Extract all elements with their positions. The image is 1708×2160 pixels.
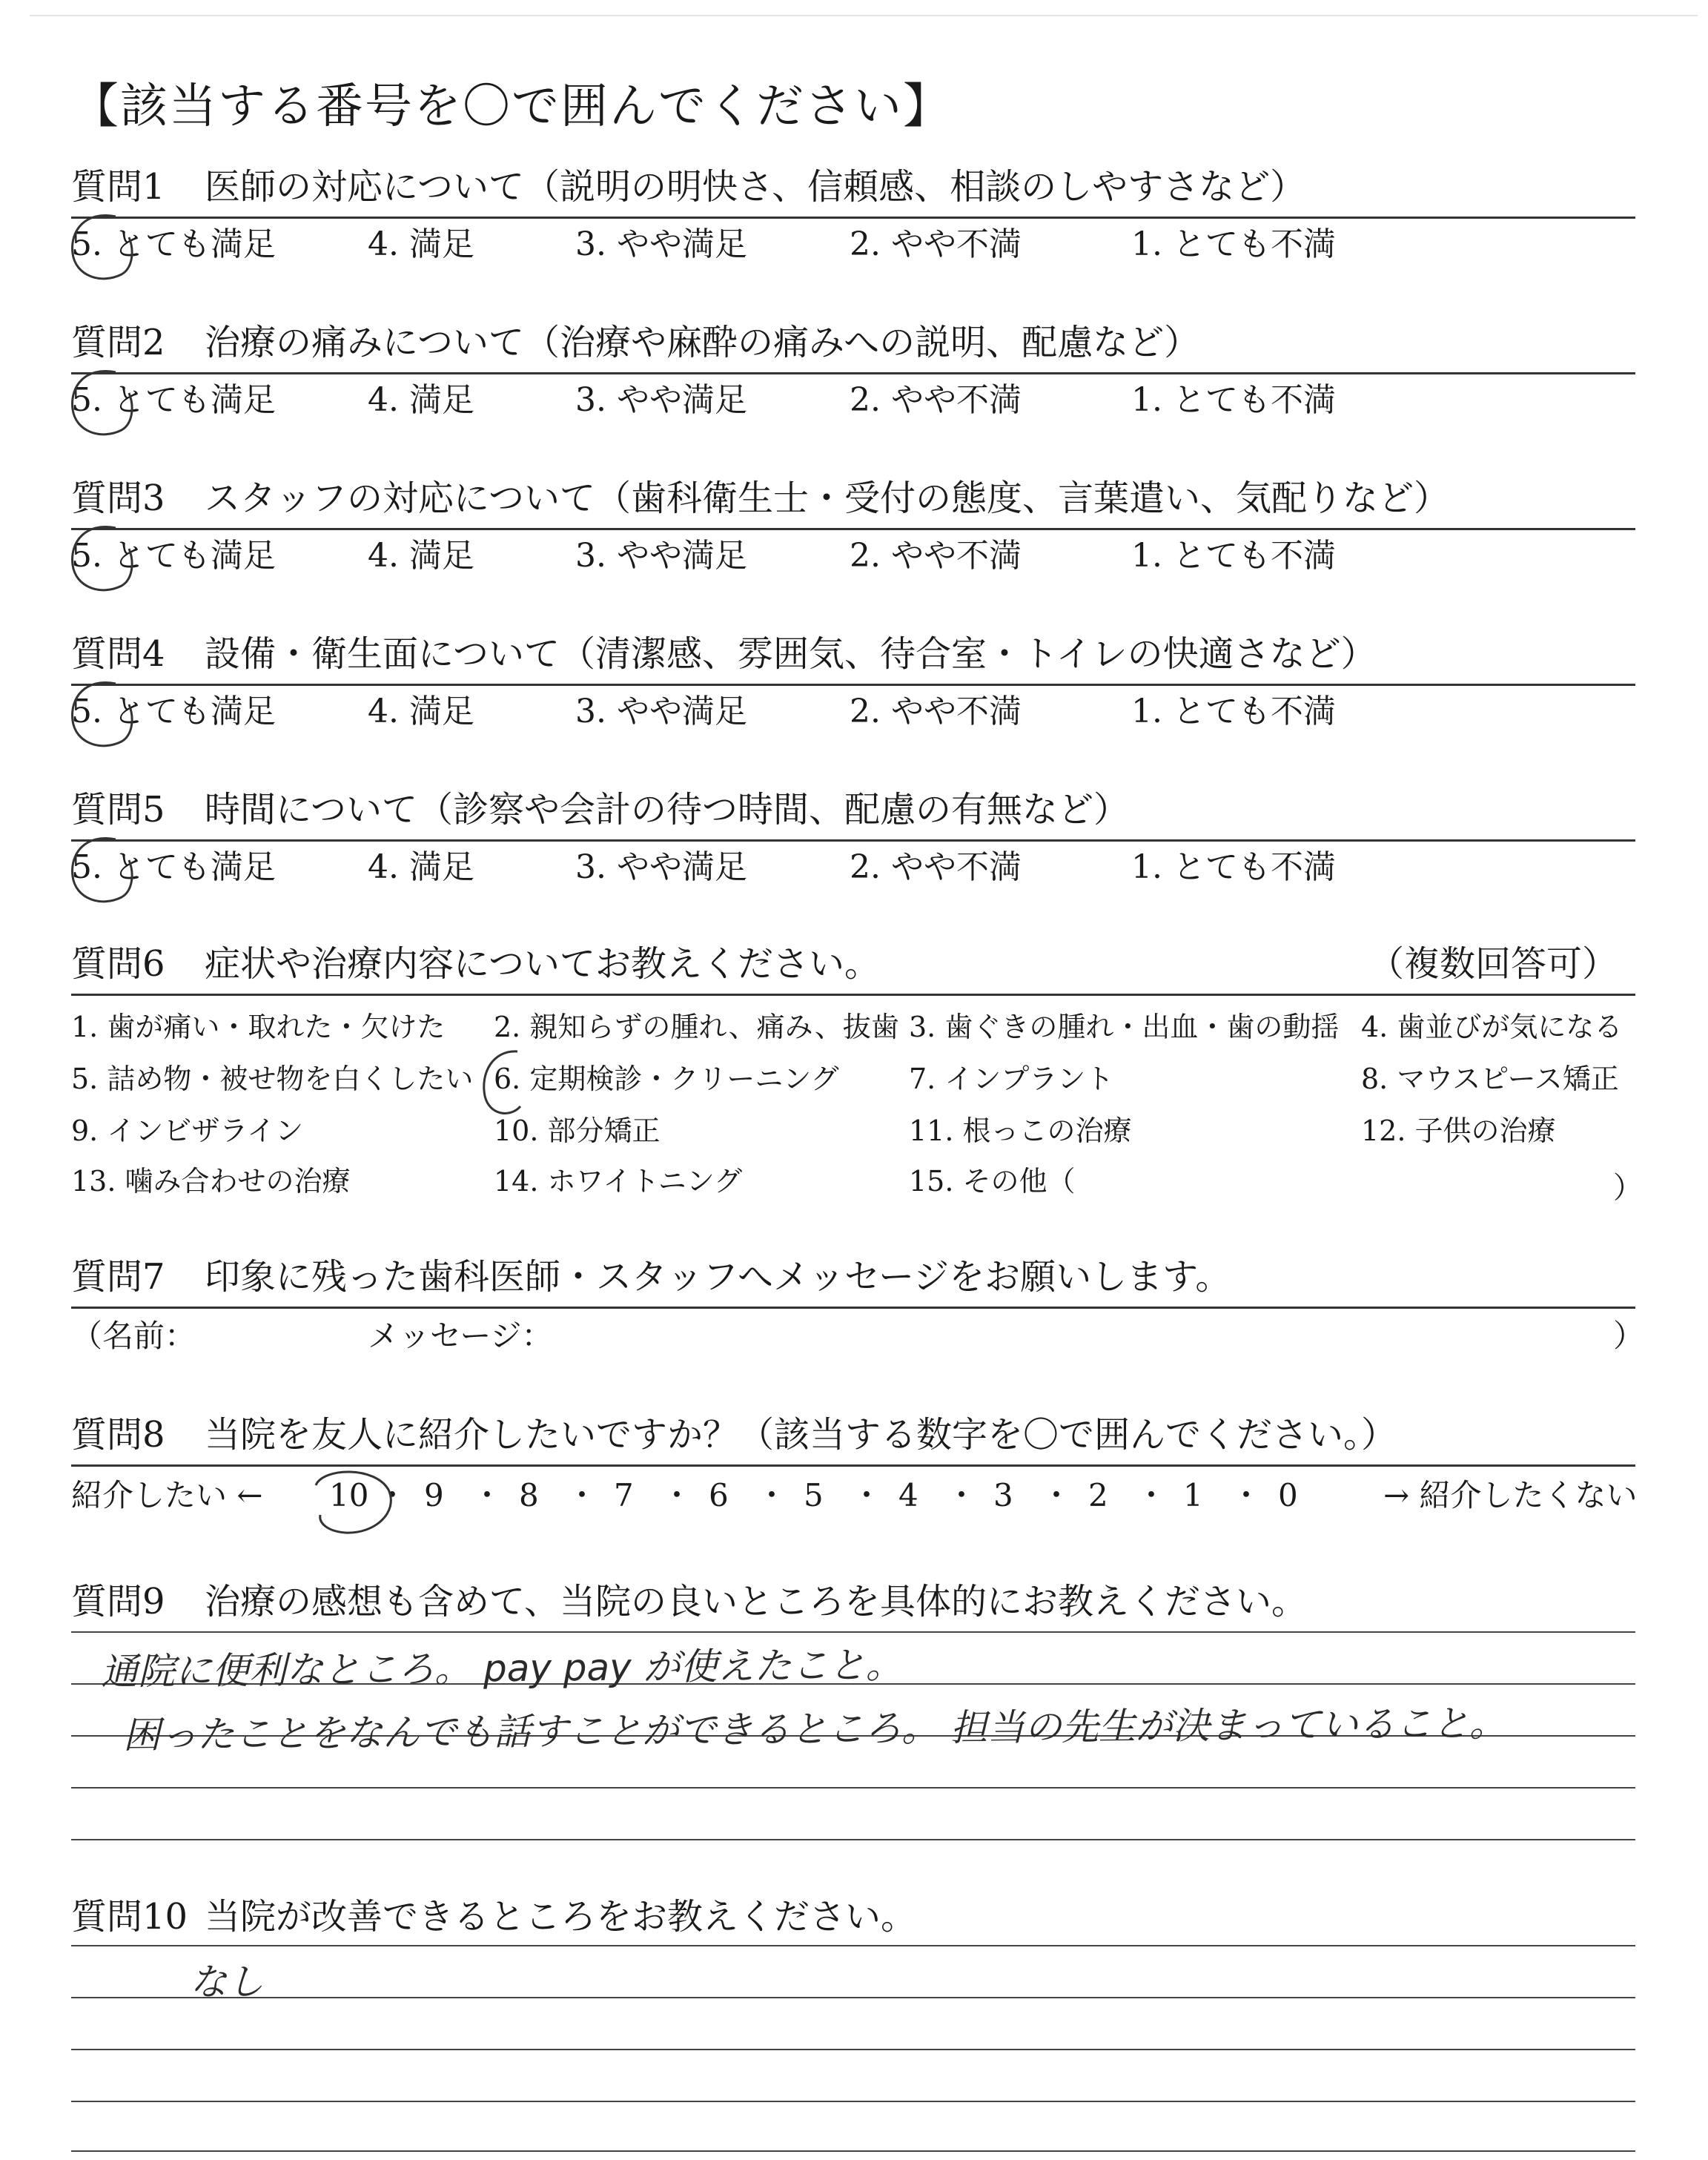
scale-value-10[interactable]: 10 bbox=[329, 1477, 369, 1513]
rating-option-1[interactable]: 1. とても不満 bbox=[1131, 848, 1336, 886]
question-text: 治療の痛みについて（治療や麻酔の痛みへの説明、配慮など） bbox=[205, 322, 1200, 363]
rating-option-5[interactable]: 5. とても満足 bbox=[71, 848, 276, 886]
rating-option-1[interactable]: 1. とても不満 bbox=[1131, 381, 1336, 419]
question-rule bbox=[71, 684, 1635, 686]
rating-options bbox=[71, 224, 1635, 268]
rating-option-3[interactable]: 3. やや満足 bbox=[575, 225, 747, 263]
scale-value-9[interactable]: 9 bbox=[424, 1477, 444, 1513]
question-text: 症状や治療内容についてお教えください。 bbox=[205, 943, 881, 985]
question-rule bbox=[71, 217, 1635, 219]
rating-option-1[interactable]: 1. とても不満 bbox=[1131, 537, 1336, 575]
question-number: 質問10 bbox=[71, 1896, 188, 1938]
rating-option-2[interactable]: 2. やや不満 bbox=[850, 693, 1022, 730]
scale-separator: ・ bbox=[1231, 1477, 1262, 1513]
question-number: 質問8 bbox=[71, 1414, 165, 1456]
name-label: （名前： bbox=[71, 1318, 196, 1354]
symptom-option-15[interactable]: 15. その他（ bbox=[909, 1165, 1076, 1198]
rating-options bbox=[71, 535, 1635, 580]
rating-option-3[interactable]: 3. やや満足 bbox=[575, 693, 747, 730]
scale-right-label: → 紹介したくない bbox=[1383, 1477, 1638, 1513]
question-text: 当院を友人に紹介したいですか？（該当する数字を〇で囲んでください。） bbox=[205, 1414, 1397, 1456]
symptom-option-4[interactable]: 4. 歯並びが気になる bbox=[1361, 1011, 1623, 1043]
symptom-option-6[interactable]: 6. 定期検診・クリーニング bbox=[494, 1063, 839, 1095]
answer-line bbox=[71, 1945, 1635, 1946]
question-rule bbox=[71, 372, 1635, 374]
handwritten-answer-line: 通院に便利なところ。 pay pay が使えたこと。 bbox=[100, 1643, 903, 1694]
rating-option-1[interactable]: 1. とても不満 bbox=[1131, 693, 1336, 730]
scale-value-2[interactable]: 2 bbox=[1088, 1477, 1108, 1513]
answer-line bbox=[71, 2049, 1635, 2050]
scale-separator: ・ bbox=[946, 1477, 978, 1513]
scale-value-0[interactable]: 0 bbox=[1278, 1477, 1298, 1513]
recommend-scale bbox=[71, 1473, 1638, 1518]
question-number: 質問5 bbox=[71, 789, 165, 830]
answer-line bbox=[71, 2150, 1635, 2152]
question-number: 質問2 bbox=[71, 322, 165, 363]
answer-line bbox=[71, 1839, 1635, 1840]
message-label: メッセージ： bbox=[368, 1318, 553, 1354]
rating-option-4[interactable]: 4. 満足 bbox=[368, 693, 474, 730]
rating-option-5[interactable]: 5. とても満足 bbox=[71, 225, 276, 263]
rating-option-2[interactable]: 2. やや不満 bbox=[850, 537, 1022, 575]
answer-line bbox=[71, 1631, 1635, 1633]
rating-option-2[interactable]: 2. やや不満 bbox=[850, 225, 1022, 263]
answer-line bbox=[71, 2101, 1635, 2102]
rating-option-2[interactable]: 2. やや不満 bbox=[850, 848, 1022, 886]
question-rule bbox=[71, 839, 1635, 842]
scale-separator: ・ bbox=[756, 1477, 788, 1513]
scale-value-6[interactable]: 6 bbox=[709, 1477, 729, 1513]
question-text: 当院が改善できるところをお教えください。 bbox=[205, 1896, 917, 1938]
scale-value-4[interactable]: 4 bbox=[898, 1477, 918, 1513]
question-number: 質問1 bbox=[71, 166, 165, 208]
rating-option-4[interactable]: 4. 満足 bbox=[368, 537, 474, 575]
scale-separator: ・ bbox=[1136, 1477, 1168, 1513]
question-text: 印象に残った歯科医師・スタッフへメッセージをお願いします。 bbox=[205, 1256, 1231, 1298]
question-rule bbox=[71, 1307, 1635, 1309]
answer-line bbox=[71, 1997, 1635, 1998]
symptom-option-7[interactable]: 7. インプラント bbox=[909, 1063, 1114, 1095]
rating-option-3[interactable]: 3. やや満足 bbox=[575, 848, 747, 886]
scale-value-5[interactable]: 5 bbox=[804, 1477, 824, 1513]
rating-options bbox=[71, 380, 1635, 424]
scale-value-1[interactable]: 1 bbox=[1183, 1477, 1203, 1513]
scale-separator: ・ bbox=[471, 1477, 503, 1513]
rating-option-2[interactable]: 2. やや不満 bbox=[850, 381, 1022, 419]
question-text: 治療の感想も含めて、当院の良いところを具体的にお教えください。 bbox=[205, 1581, 1308, 1622]
other-close-paren: ） bbox=[1613, 1171, 1643, 1205]
symptom-option-3[interactable]: 3. 歯ぐきの腫れ・出血・歯の動揺 bbox=[909, 1011, 1340, 1043]
question-text: 時間について（診察や会計の待つ時間、配慮の有無など） bbox=[205, 789, 1130, 830]
question-number: 質問9 bbox=[71, 1581, 165, 1622]
scale-value-3[interactable]: 3 bbox=[993, 1477, 1013, 1513]
rating-options bbox=[71, 847, 1635, 891]
message-close-paren: ） bbox=[1613, 1318, 1645, 1354]
question-rule bbox=[71, 1464, 1635, 1467]
question-text: 医師の対応について（説明の明快さ、信頼感、相談のしやすさなど） bbox=[205, 166, 1306, 208]
scale-left-label: 紹介したい ← bbox=[71, 1477, 263, 1513]
handwritten-answer-line: なし bbox=[189, 1960, 265, 2004]
rating-option-4[interactable]: 4. 満足 bbox=[368, 381, 474, 419]
question-rule bbox=[71, 994, 1635, 996]
rating-option-5[interactable]: 5. とても満足 bbox=[71, 693, 276, 730]
answer-line bbox=[71, 1787, 1635, 1789]
symptom-option-14[interactable]: 14. ホワイトニング bbox=[494, 1165, 743, 1198]
scale-separator: ・ bbox=[661, 1477, 693, 1513]
question-number: 質問6 bbox=[71, 943, 165, 985]
handwritten-answer-line: 困ったことをなんでも話すことができるところ。 担当の先生が決まっていること。 bbox=[122, 1701, 1507, 1757]
rating-option-4[interactable]: 4. 満足 bbox=[368, 225, 474, 263]
rating-option-5[interactable]: 5. とても満足 bbox=[71, 381, 276, 419]
symptom-option-13[interactable]: 13. 噛み合わせの治療 bbox=[71, 1165, 351, 1198]
symptom-option-2[interactable]: 2. 親知らずの腫れ、痛み、抜歯 bbox=[494, 1011, 899, 1043]
scale-separator: ・ bbox=[566, 1477, 598, 1513]
question-text: 設備・衛生面について（清潔感、雰囲気、待合室・トイレの快適さなど） bbox=[205, 633, 1377, 675]
scale-value-8[interactable]: 8 bbox=[519, 1477, 539, 1513]
rating-option-4[interactable]: 4. 満足 bbox=[368, 848, 474, 886]
rating-option-3[interactable]: 3. やや満足 bbox=[575, 537, 747, 575]
instruction-header: 【該当する番号を〇で囲んでください】 bbox=[71, 79, 952, 134]
scale-separator: ・ bbox=[377, 1477, 408, 1513]
scale-value-7[interactable]: 7 bbox=[614, 1477, 634, 1513]
question-number: 質問7 bbox=[71, 1256, 165, 1298]
question-number: 質問4 bbox=[71, 633, 165, 675]
rating-option-1[interactable]: 1. とても不満 bbox=[1131, 225, 1336, 263]
scale-separator: ・ bbox=[851, 1477, 883, 1513]
symptom-option-8[interactable]: 8. マウスピース矯正 bbox=[1361, 1063, 1619, 1095]
rating-option-3[interactable]: 3. やや満足 bbox=[575, 381, 747, 419]
symptom-option-1[interactable]: 1. 歯が痛い・取れた・欠けた bbox=[71, 1011, 446, 1043]
symptom-option-5[interactable]: 5. 詰め物・被せ物を白くしたい bbox=[71, 1063, 474, 1095]
question-rule bbox=[71, 528, 1635, 530]
symptom-option-12[interactable]: 12. 子供の治療 bbox=[1361, 1114, 1556, 1147]
symptom-option-10[interactable]: 10. 部分矯正 bbox=[494, 1114, 661, 1147]
symptom-option-9[interactable]: 9. インビザライン bbox=[71, 1114, 304, 1147]
question-number: 質問3 bbox=[71, 478, 165, 519]
rating-options bbox=[71, 691, 1635, 736]
top-border bbox=[30, 15, 1698, 16]
rating-option-5[interactable]: 5. とても満足 bbox=[71, 537, 276, 575]
question-text: スタッフの対応について（歯科衛生士・受付の態度、言葉遣い、気配りなど） bbox=[205, 478, 1450, 519]
multi-answer-note: （複数回答可） bbox=[1368, 943, 1618, 985]
symptom-option-11[interactable]: 11. 根っこの治療 bbox=[909, 1114, 1132, 1147]
scale-separator: ・ bbox=[1041, 1477, 1073, 1513]
